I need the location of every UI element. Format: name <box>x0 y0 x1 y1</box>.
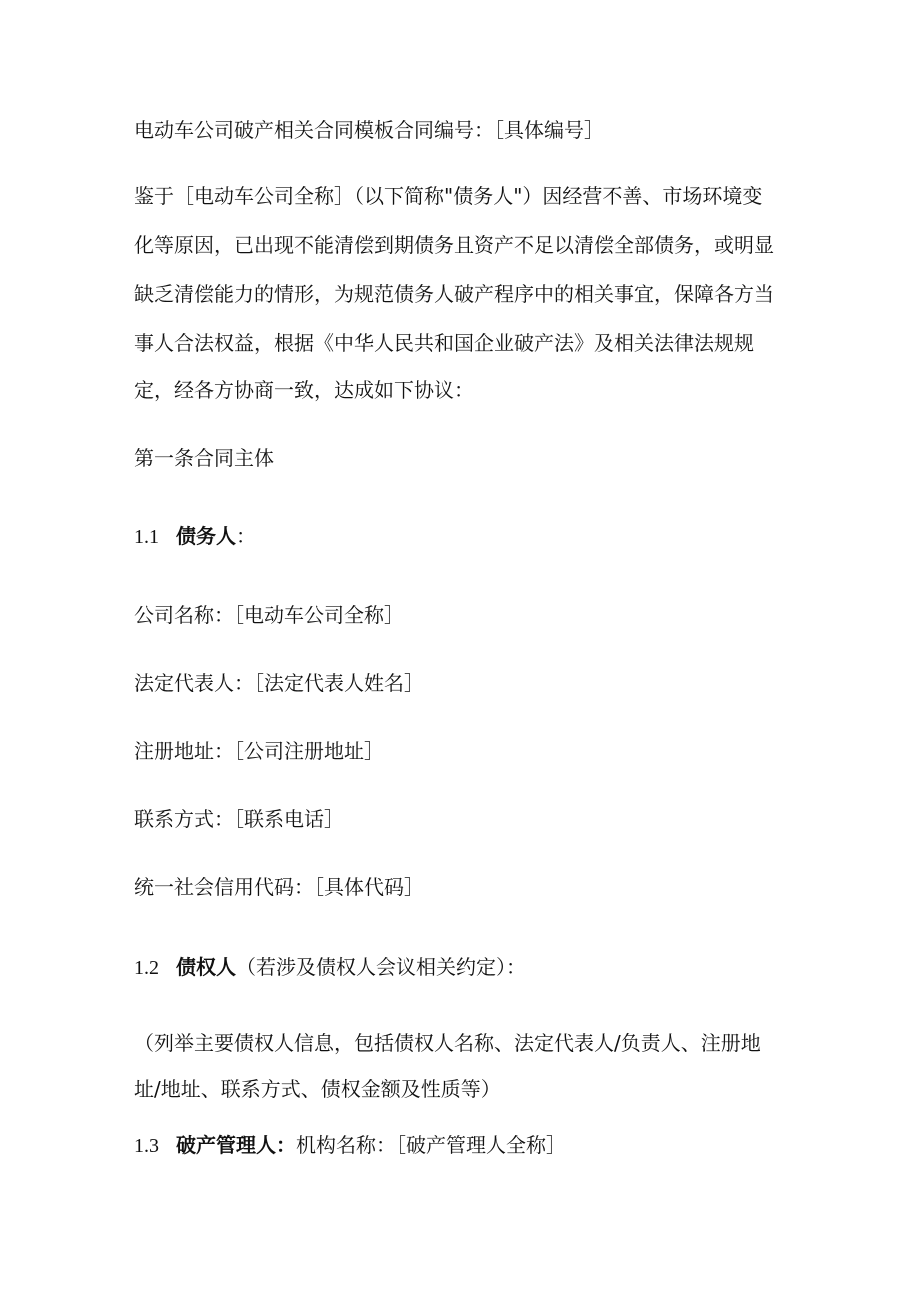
section-number: 1.1 <box>134 526 159 548</box>
debtor-credit-code: 统一社会信用代码：［具体代码］ <box>134 875 424 899</box>
debtor-contact: 联系方式：［联系电话］ <box>134 807 344 831</box>
section-1-3-heading <box>134 1133 566 1158</box>
section-number: 1.2 <box>134 957 159 979</box>
section-label: 破产管理人： <box>176 1133 296 1157</box>
debtor-legal-representative: 法定代表人：［法定代表人姓名］ <box>134 671 424 695</box>
section-suffix: （若涉及债权人会议相关约定）： <box>236 955 526 979</box>
preamble-line-4: 事人合法权益，根据《中华人民共和国企业破产法》及相关法律法规规 <box>134 331 754 355</box>
section-suffix: ： <box>236 524 256 548</box>
section-label: 债务人 <box>176 524 236 548</box>
preamble-line-2: 化等原因，已出现不能清偿到期债务且资产不足以清偿全部债务，或明显 <box>134 233 774 257</box>
creditor-note-line-2: 址/地址、联系方式、债权金额及性质等） <box>134 1077 501 1101</box>
preamble-line-5: 定，经各方协商一致，达成如下协议： <box>134 378 474 402</box>
section-label: 债权人 <box>176 955 236 979</box>
article-1-heading: 第一条合同主体 <box>134 446 274 470</box>
debtor-company-name: 公司名称：［电动车公司全称］ <box>134 603 404 627</box>
debtor-registered-address: 注册地址：［公司注册地址］ <box>134 739 384 763</box>
preamble-line-3: 缺乏清偿能力的情形，为规范债务人破产程序中的相关事宜，保障各方当 <box>134 282 774 306</box>
creditor-note-line-1: （列举主要债权人信息，包括债权人名称、法定代表人/负责人、注册地 <box>134 1031 761 1055</box>
section-1-2-heading <box>134 955 526 980</box>
section-number: 1.3 <box>134 1135 159 1157</box>
section-suffix: 机构名称：［破产管理人全称］ <box>296 1133 566 1157</box>
contract-title-line: 电动车公司破产相关合同模板合同编号：［具体编号］ <box>134 118 604 142</box>
preamble-line-1: 鉴于［电动车公司全称］（以下简称"债务人"）因经营不善、市场环境变 <box>134 184 763 208</box>
section-1-1-heading <box>134 524 256 549</box>
